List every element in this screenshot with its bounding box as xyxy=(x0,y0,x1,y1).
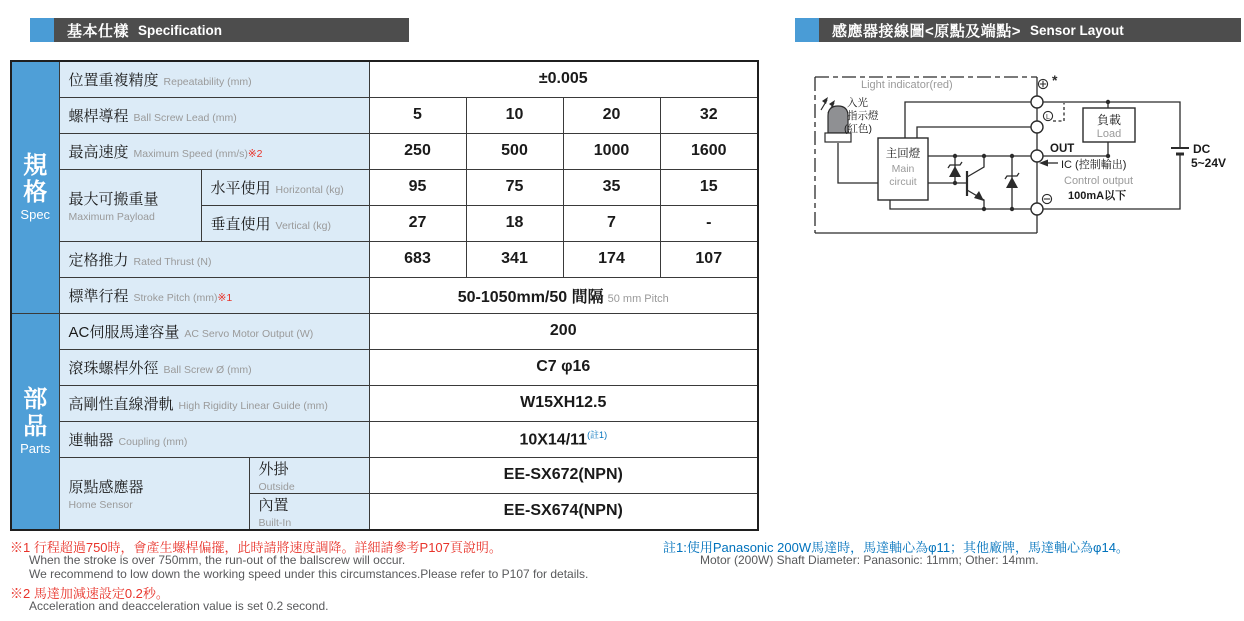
value-horizontal-2: 75 xyxy=(466,169,563,205)
terminal-out xyxy=(1031,150,1043,162)
label-max-speed: 最高速度 Maximum Speed (mm/s)※2 xyxy=(59,133,369,169)
spec-header-title-en: Specification xyxy=(138,22,223,38)
load-label-en: Load xyxy=(1096,128,1122,140)
value-vertical-3: 7 xyxy=(563,205,660,241)
header-accent-square xyxy=(30,18,54,42)
in-light-label-2: 指示燈 xyxy=(847,110,879,122)
row-stroke-pitch xyxy=(11,277,758,313)
label-stroke-pitch: 標準行程 Stroke Pitch (mm)※1 xyxy=(59,277,369,313)
row-ball-screw-dia xyxy=(11,349,758,385)
value-ball-screw-dia: C7 φ16 xyxy=(369,349,758,385)
value-speed-3: 1000 xyxy=(563,133,660,169)
value-lead-32: 32 xyxy=(660,97,758,133)
footnote-2-en: Acceleration and deacceleration value is set 0.2 second. xyxy=(29,599,329,613)
row-linear-guide xyxy=(11,385,758,421)
value-linear-guide: W15XH12.5 xyxy=(369,385,758,421)
out-label: OUT xyxy=(1050,143,1075,155)
section-label-spec: 規 格 Spec xyxy=(11,61,59,313)
value-speed-4: 1600 xyxy=(660,133,758,169)
row-home-sensor-outside xyxy=(11,457,758,493)
load-label-zh: 負載 xyxy=(1096,113,1122,127)
value-sensor-outside: EE-SX672(NPN) xyxy=(369,457,758,493)
value-lead-20: 20 xyxy=(563,97,660,133)
value-coupling: 10X14/11$^{(註1)}$ xyxy=(369,421,758,457)
wire-dashed-link xyxy=(1053,103,1064,121)
value-speed-2: 500 xyxy=(466,133,563,169)
spec-section-header xyxy=(30,18,409,42)
value-speed-1: 250 xyxy=(369,133,466,169)
row-repeatability xyxy=(11,61,758,97)
voltage-label: 5~24V xyxy=(1191,156,1227,170)
header-bar xyxy=(54,18,409,42)
label-rated-thrust: 定格推力 Rated Thrust (N) xyxy=(59,241,369,277)
label-horizontal: 水平使用 Horizontal (kg) xyxy=(201,169,369,205)
footnote-1-zh: ※1 行程超過750時，會產生螺桿偏擺，此時請將速度調降。詳細請參考P107頁說明。 xyxy=(10,540,502,555)
value-horizontal-1: 95 xyxy=(369,169,466,205)
label-repeatability: 位置重複精度 Repeatability (mm) xyxy=(59,61,369,97)
value-sensor-builtin: EE-SX674(NPN) xyxy=(369,493,758,530)
current-limit-label: 100mA以下 xyxy=(1068,190,1127,202)
in-light-label-1: 入光 xyxy=(847,97,868,109)
value-stroke-pitch: 50-1050mm/50 間隔 50 mm Pitch xyxy=(369,277,758,313)
sensor-wiring-diagram xyxy=(805,68,1244,245)
row-servo-output xyxy=(11,313,758,349)
value-servo-output: 200 xyxy=(369,313,758,349)
value-vertical-2: 18 xyxy=(466,205,563,241)
row-coupling xyxy=(11,421,758,457)
footnote-1-en2: We recommend to low down the working speed under this circumstances.Please refer to P107 for details. xyxy=(29,567,589,581)
dc-label: DC xyxy=(1193,142,1211,156)
terminal-light xyxy=(1031,121,1043,133)
label-linear-guide: 高剛性直線滑軌 High Rigidity Linear Guide (mm) xyxy=(59,385,369,421)
row-max-speed xyxy=(11,133,758,169)
sensor-layout-section-header xyxy=(795,18,1241,42)
footnote-3-en: Motor (200W) Shaft Diameter: Panasonic: 11mm; Other: 14mm. xyxy=(700,553,1039,567)
value-thrust-3: 174 xyxy=(563,241,660,277)
diagram-wires xyxy=(815,77,1189,233)
header-accent-square xyxy=(795,18,819,42)
row-rated-thrust xyxy=(11,241,758,277)
zener-left-triangle xyxy=(949,166,961,177)
light-indicator-label: Light indicator(red) xyxy=(861,79,953,91)
value-thrust-1: 683 xyxy=(369,241,466,277)
footnote-3-zh: 註1:使用Panasonic 200W馬達時，馬達軸心為φ11；其他廠牌，馬達軸心為φ14。 xyxy=(663,540,1129,555)
label-coupling: 連軸器 Coupling (mm) xyxy=(59,421,369,457)
star-label: * xyxy=(1052,72,1058,88)
terminal-plus xyxy=(1031,96,1043,108)
value-horizontal-4: 15 xyxy=(660,169,758,205)
footnote-1-en1: When the stroke is over 750mm, the run-out of the ballscrew will occur. xyxy=(29,553,406,567)
main-circuit-label-en1: Main xyxy=(891,163,915,175)
value-repeatability: ±0.005 xyxy=(369,61,758,97)
wire-led xyxy=(838,143,878,183)
label-vertical: 垂直使用 Vertical (kg) xyxy=(201,205,369,241)
zener-right-triangle xyxy=(1006,177,1018,188)
sensor-header-title-en: Sensor Layout xyxy=(1030,22,1124,38)
value-thrust-4: 107 xyxy=(660,241,758,277)
value-lead-10: 10 xyxy=(466,97,563,133)
footnote-2-zh: ※2 馬達加減速設定0.2秒。 xyxy=(10,586,169,601)
label-ball-screw-dia: 滾珠螺桿外徑 Ball Screw Ø (mm) xyxy=(59,349,369,385)
main-circuit-label-zh: 主回燈 xyxy=(885,148,921,160)
spec-header-title-zh: 基本仕樣 xyxy=(67,22,130,40)
emitter-arrowhead xyxy=(974,191,984,201)
label-sensor-outside: 外掛 Outside xyxy=(249,457,369,493)
ic-label: IC (控制輸出) xyxy=(1061,159,1127,171)
l-symbol-letter: L xyxy=(1046,113,1050,121)
value-vertical-4: - xyxy=(660,205,758,241)
transistor-collector xyxy=(967,156,984,177)
header-bar xyxy=(819,18,1241,42)
label-max-payload: 最大可搬重量 Maximum Payload xyxy=(59,169,201,241)
terminal-minus xyxy=(1031,203,1043,215)
specification-table xyxy=(10,60,759,531)
control-output-label: Control output xyxy=(1064,175,1134,187)
label-home-sensor: 原點感應器 Home Sensor xyxy=(59,457,249,530)
in-light-label-3: (紅色) xyxy=(844,123,872,135)
row-payload-horizontal xyxy=(11,169,758,205)
value-horizontal-3: 35 xyxy=(563,169,660,205)
label-servo-output: AC伺服馬達容量 AC Servo Motor Output (W) xyxy=(59,313,369,349)
value-lead-5: 5 xyxy=(369,97,466,133)
value-thrust-2: 341 xyxy=(466,241,563,277)
label-sensor-builtin: 內置 Built-In xyxy=(249,493,369,530)
row-ball-screw-lead xyxy=(11,97,758,133)
sensor-header-title-zh: 感應器接線圖<原點及端點> xyxy=(832,22,1022,40)
section-label-parts: 部 品 Parts xyxy=(11,313,59,530)
value-vertical-1: 27 xyxy=(369,205,466,241)
main-circuit-label-en2: circuit xyxy=(889,176,917,188)
label-ball-screw-lead: 螺桿導程 Ball Screw Lead (mm) xyxy=(59,97,369,133)
